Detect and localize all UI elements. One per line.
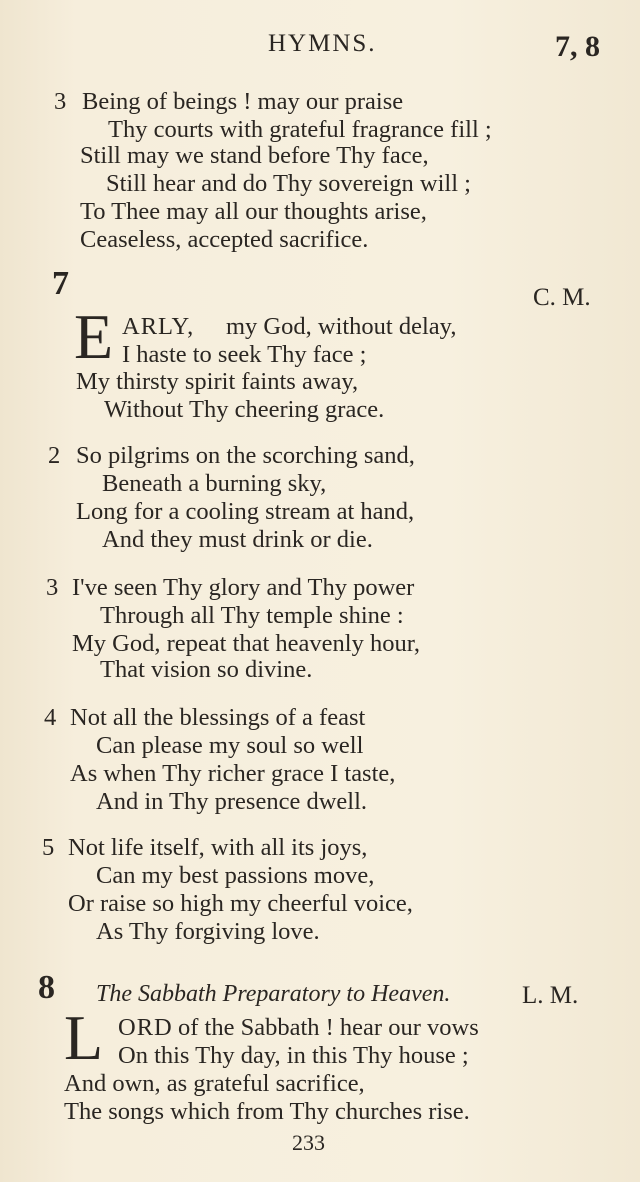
verse-line: Being of beings ! may our praise [82, 88, 404, 115]
verse-number: 4 [44, 704, 57, 731]
verse-number: 5 [42, 834, 55, 861]
verse-number: 3 [54, 88, 67, 115]
verse-line: My God, repeat that heavenly hour, [72, 630, 421, 657]
verse-line: That vision so divine. [100, 656, 313, 683]
verse-line: And they must drink or die. [102, 526, 373, 553]
running-header-hymn-numbers: 7, 8 [555, 30, 600, 63]
verse-line: As Thy forgiving love. [96, 918, 320, 945]
running-header-title: HYMNS. [268, 30, 377, 57]
hymn-meter: L. M. [522, 982, 579, 1009]
drop-cap: L [64, 1002, 104, 1073]
verse-number: 2 [48, 442, 61, 469]
verse-line: So pilgrims on the scorching sand, [76, 442, 415, 469]
verse-line: my God, without delay, [226, 313, 457, 340]
verse-line: The songs which from Thy churches rise. [64, 1098, 470, 1125]
verse-line: Still hear and do Thy sovereign will ; [106, 170, 471, 197]
verse-line: Thy courts with grateful fragrance fill ; [108, 116, 492, 143]
verse-line: Or raise so high my cheerful voice, [68, 890, 413, 917]
verse-line: Ceaseless, accepted sacrifice. [80, 226, 369, 253]
first-word-caps: ORD [118, 1014, 173, 1041]
verse-line: I haste to seek Thy face ; [122, 341, 367, 368]
verse-number: 3 [46, 574, 59, 601]
verse-line: Not life itself, with all its joys, [68, 834, 368, 861]
verse-line: Can my best passions move, [96, 862, 375, 889]
verse-line: To Thee may all our thoughts arise, [80, 198, 427, 225]
verse-line: And in Thy presence dwell. [96, 788, 368, 815]
hymn-number: 8 [38, 969, 55, 1006]
verse-line: My thirsty spirit faints away, [76, 368, 359, 395]
verse-line: Can please my soul so well [96, 732, 364, 759]
first-word-caps: ARLY, [122, 313, 195, 340]
verse-line: Beneath a burning sky, [102, 470, 327, 497]
verse-line: And own, as grateful sacrifice, [64, 1070, 365, 1097]
verse-line: Still may we stand before Thy face, [80, 142, 429, 169]
hymn-meter: C. M. [533, 284, 591, 311]
verse-line: Long for a cooling stream at hand, [76, 498, 415, 525]
verse-line: On this Thy day, in this Thy house ; [118, 1042, 469, 1069]
verse-line: Through all Thy temple shine : [100, 602, 404, 629]
hymn-number: 7 [52, 265, 69, 302]
page-number: 233 [292, 1130, 325, 1155]
verse-line: Not all the blessings of a feast [70, 704, 366, 731]
verse-line: As when Thy richer grace I taste, [70, 760, 396, 787]
hymn-title: The Sabbath Preparatory to Heaven. [96, 981, 451, 1007]
drop-cap: E [74, 301, 114, 372]
verse-line: Without Thy cheering grace. [104, 396, 385, 423]
verse-line: of the Sabbath ! hear our vows [178, 1014, 479, 1041]
verse-line: I've seen Thy glory and Thy power [72, 574, 415, 601]
